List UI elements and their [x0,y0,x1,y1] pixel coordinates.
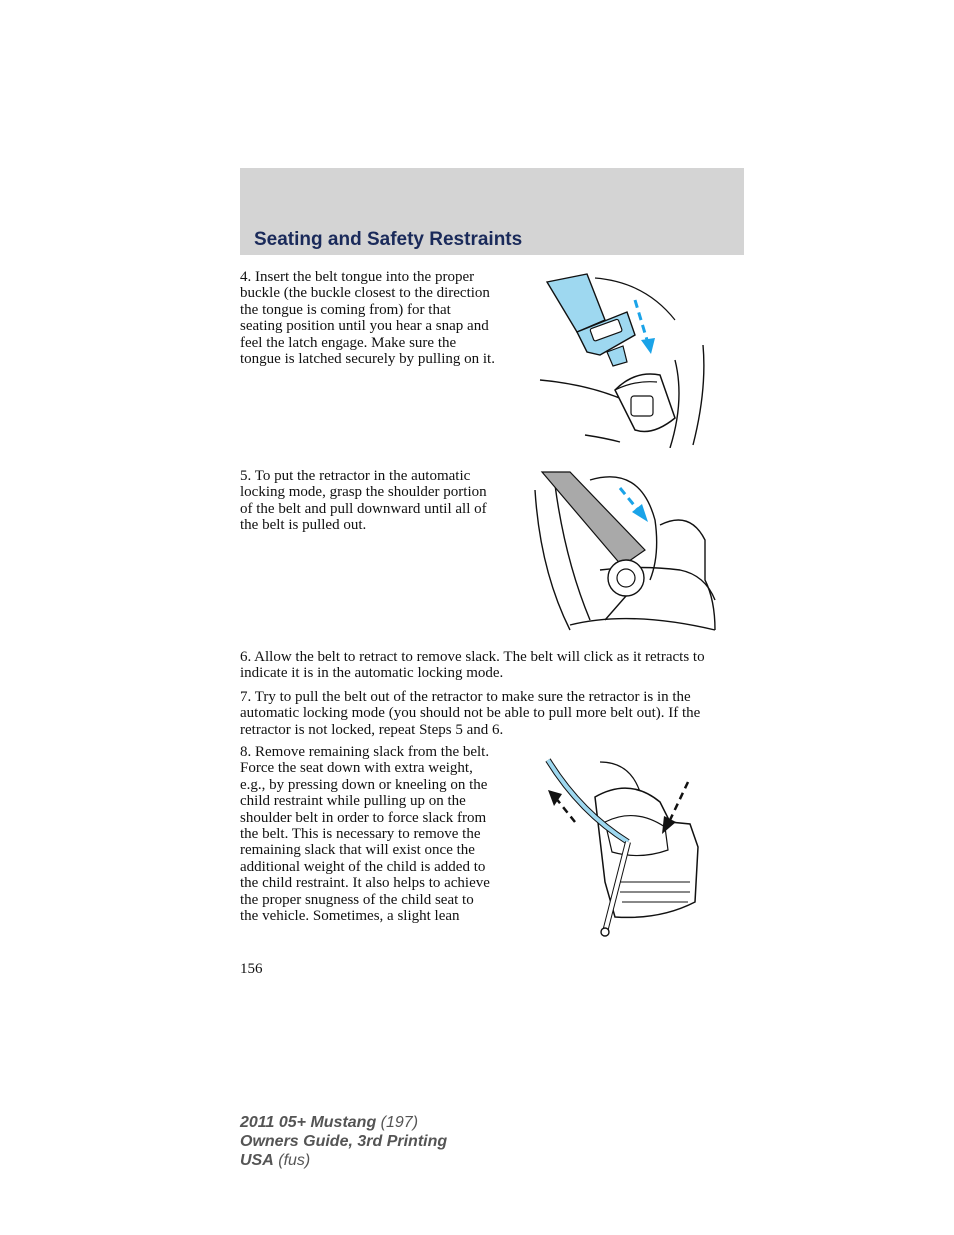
buckle-illustration [535,270,710,448]
document-footer [240,1113,447,1170]
footer-market-code: (fus) [278,1152,311,1169]
step-7-text: 7. Try to pull the belt out of the retractor to make sure the retractor is in the automatic locking mode (you should not be able to pull more belt out). If the retractor is not locked, repeat Steps 5 and 6. [240,689,701,738]
section-header-band [240,168,744,255]
footer-model-code: (197) [380,1114,419,1131]
page-number: 156 [240,961,263,977]
section-title: Seating and Safety Restraints [254,229,523,250]
retractor-illustration [530,470,720,632]
step-5-text: 5. To put the retractor in the automatic locking mode, grasp the shoulder portion of the belt and pull downward until all of the belt is pulled out. [240,468,487,534]
footer-edition: Owners Guide, 3rd Printing [240,1133,448,1150]
step-6-text: 6. Allow the belt to retract to remove slack. The belt will click as it retracts to indicate it is in the automatic locking mode. [240,649,705,682]
step-8-text: 8. Remove remaining slack from the belt. Force the seat down with extra weight, e.g., by pressing down or kneeling on the child restraint while pulling up on the shoulder belt in order to force slack from the belt. This is necessary to remove the remaining slack that will exist once the additional weight of the child is added to the child restraint. It also helps to achieve the proper snugness of the child seat to the vehicle. Sometimes, a slight lean [240,744,490,925]
step-4-text: 4. Insert the belt tongue into the proper buckle (the buckle closest to the direction the tongue is coming from) for that seating position until you hear a snap and feel the latch engage. Make sure the tongue is latched securely by pulling on it. [240,269,495,368]
footer-model: 2011 05+ Mustang [240,1114,377,1131]
footer-market: USA [240,1152,274,1169]
child-seat-illustration [540,752,705,940]
